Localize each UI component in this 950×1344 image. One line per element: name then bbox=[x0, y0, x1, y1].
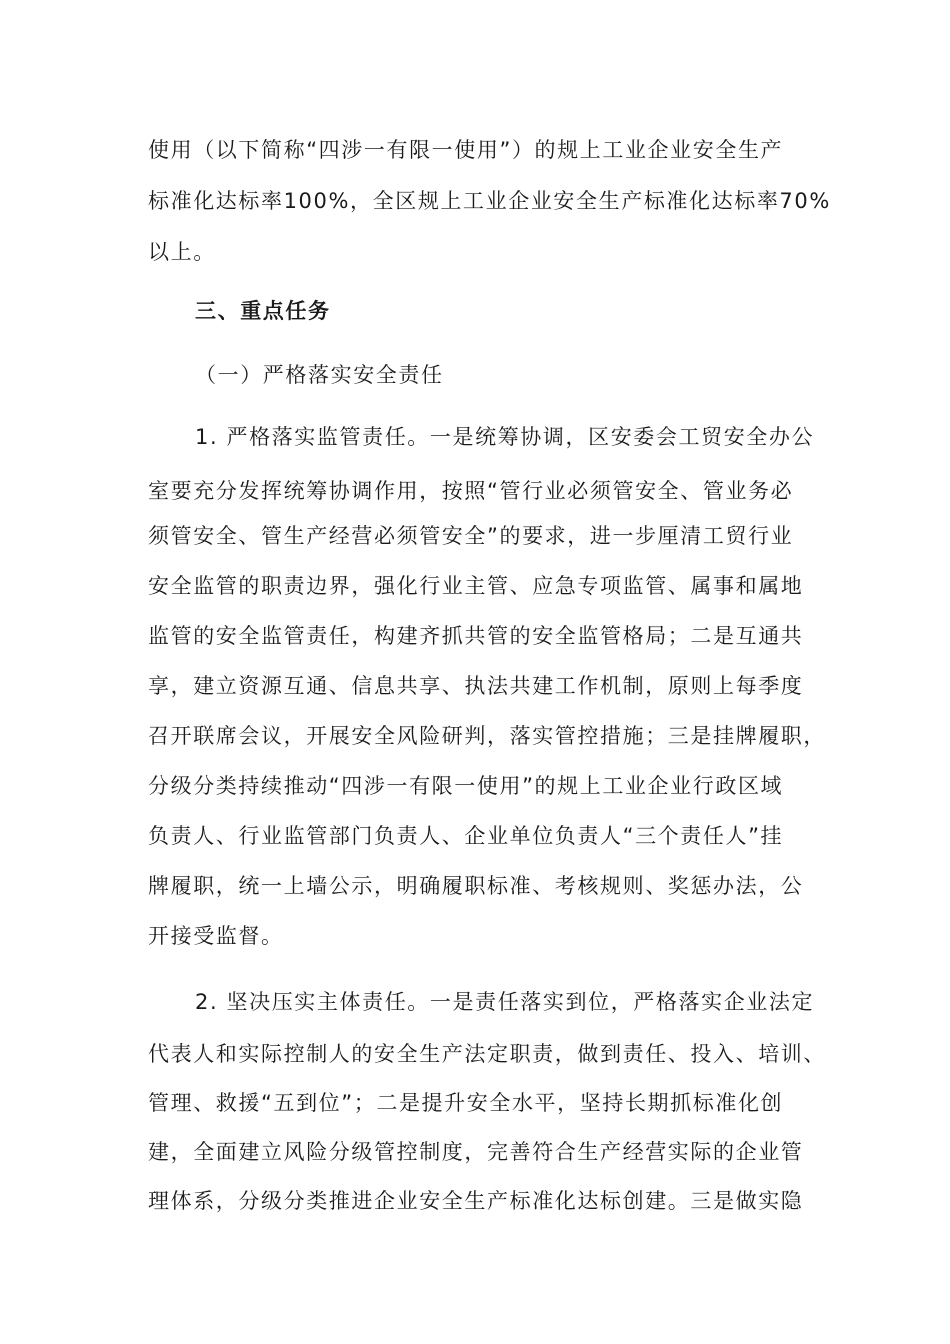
paragraph-1-line-8: 分级分类持续推动“四涉一有限一使用”的规上工业企业行政区域 bbox=[148, 774, 784, 798]
paragraph-2-line-3: 管理、救援“五到位”；二是提升安全水平，坚持长期抓标准化创 bbox=[148, 1091, 784, 1115]
paragraph-2-line-5: 理体系，分级分类推进企业安全生产标准化达标创建。三是做实隐 bbox=[148, 1189, 804, 1213]
paragraph-1-line-2: 室要充分发挥统筹协调作用，按照“管行业必须管安全、管业务必 bbox=[148, 479, 794, 503]
intro-line-1: 使用（以下简称“四涉一有限一使用”）的规上工业企业安全生产 bbox=[148, 138, 784, 162]
paragraph-1-line-4: 安全监管的职责边界，强化行业主管、应急专项监管、属事和属地 bbox=[148, 574, 804, 598]
section-heading: 三、重点任务 bbox=[195, 299, 331, 323]
paragraph-1-line-6: 享，建立资源互通、信息共享、执法共建工作机制，原则上每季度 bbox=[148, 674, 804, 698]
paragraph-2-line-1: 2. 坚决压实主体责任。一是责任落实到位，严格落实企业法定 bbox=[195, 990, 815, 1014]
paragraph-1-line-7: 召开联席会议，开展安全风险研判，落实管控措施；三是挂牌履职， bbox=[148, 724, 826, 748]
paragraph-1-line-9: 负责人、行业监管部门负责人、企业单位负责人“三个责任人”挂 bbox=[148, 824, 784, 848]
paragraph-2-line-2: 代表人和实际控制人的安全生产法定职责，做到责任、投入、培训、 bbox=[148, 1042, 826, 1066]
paragraph-1-line-10: 牌履职，统一上墙公示，明确履职标准、考核规则、奖惩办法，公 bbox=[148, 874, 804, 898]
paragraph-2-line-4: 建，全面建立风险分级管控制度，完善符合生产经营实际的企业管 bbox=[148, 1140, 804, 1164]
paragraph-1-line-1: 1. 严格落实监管责任。一是统筹协调，区安委会工贸安全办公 bbox=[195, 425, 815, 449]
paragraph-1-line-11: 开接受监督。 bbox=[148, 924, 284, 948]
subsection-heading: （一）严格落实安全责任 bbox=[195, 363, 444, 387]
intro-line-2: 标准化达标率100%，全区规上工业企业安全生产标准化达标率70% bbox=[148, 189, 831, 213]
paragraph-1-line-5: 监管的安全监管责任，构建齐抓共管的安全监管格局；二是互通共 bbox=[148, 624, 804, 648]
intro-line-3: 以上。 bbox=[148, 240, 216, 264]
paragraph-1-line-3: 须管安全、管生产经营必须管安全”的要求，进一步厘清工贸行业 bbox=[148, 524, 794, 548]
